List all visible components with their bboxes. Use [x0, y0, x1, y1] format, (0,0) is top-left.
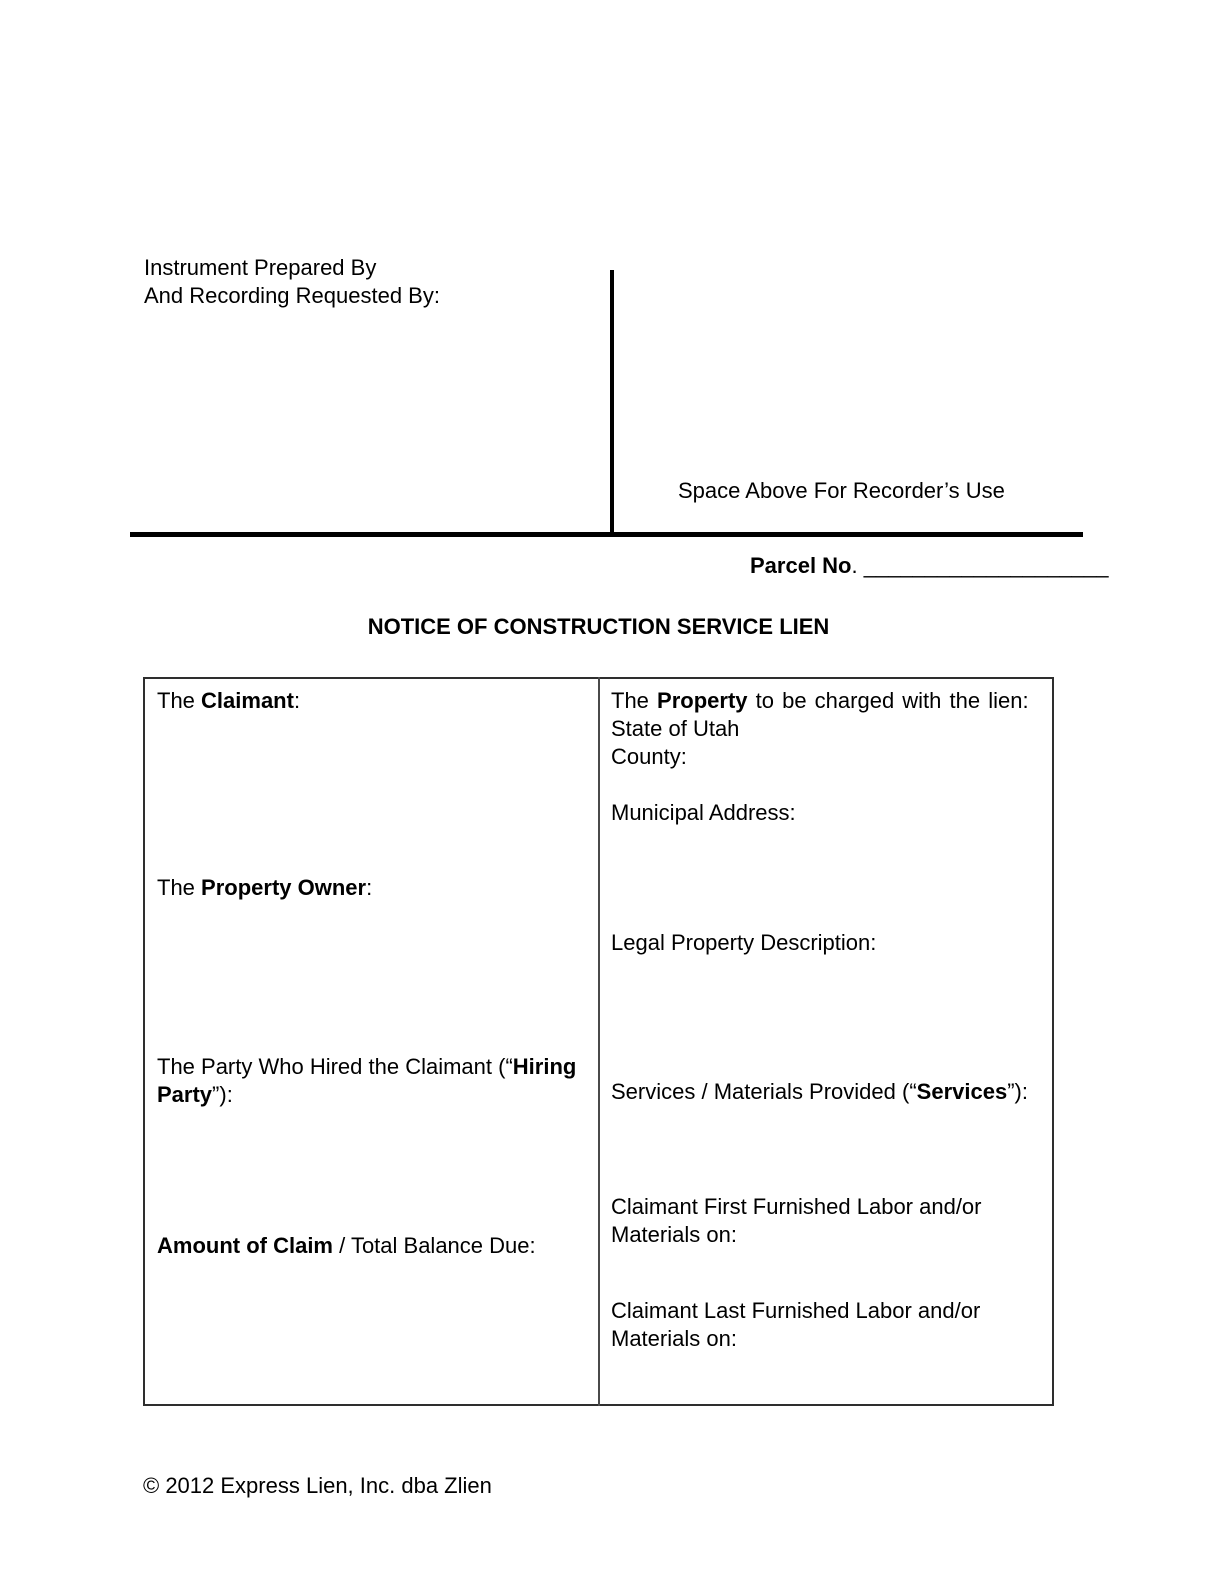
amount-of-claim-label: Amount of Claim / Total Balance Due: — [157, 1233, 536, 1258]
prepared-by-line-2: And Recording Requested By: — [144, 283, 440, 308]
parcel-number-punct: . — [851, 553, 864, 578]
header-horizontal-rule — [130, 532, 1083, 537]
services-provided-label: Services / Materials Provided (“Services”): — [611, 1079, 1028, 1104]
recorder-use-label: Space Above For Recorder’s Use — [678, 478, 1005, 503]
parcel-number-blank: ____________________ — [863, 553, 1109, 578]
parcel-number-label: Parcel No — [750, 553, 852, 578]
first-furnished-label: Claimant First Furnished Labor and/or Materials on: — [611, 1194, 982, 1247]
hiring-party-label: The Party Who Hired the Claimant (“Hiring Party”): — [157, 1054, 577, 1107]
legal-description-label: Legal Property Description: — [611, 930, 877, 955]
municipal-address-label: Municipal Address: — [611, 800, 796, 825]
document-title: NOTICE OF CONSTRUCTION SERVICE LIEN — [367, 614, 830, 639]
claimant-label: The Claimant: — [157, 688, 301, 713]
parcel-number-line — [750, 552, 1108, 580]
footer-copyright: © 2012 Express Lien, Inc. dba Zlien — [143, 1473, 492, 1498]
county-label: County: — [611, 744, 687, 769]
last-furnished-label: Claimant Last Furnished Labor and/or Materials on: — [611, 1298, 981, 1351]
state-label: State of Utah — [611, 716, 740, 741]
property-owner-label: The Property Owner: — [157, 875, 373, 900]
prepared-by-block — [144, 254, 440, 310]
recorder-box-vertical-rule — [610, 270, 614, 537]
prepared-by-line-1: Instrument Prepared By — [144, 255, 377, 280]
table-column-divider — [598, 677, 600, 1406]
property-intro-label: The Property to be charged with the lien: — [611, 688, 1029, 713]
property-location-block — [611, 687, 1043, 771]
